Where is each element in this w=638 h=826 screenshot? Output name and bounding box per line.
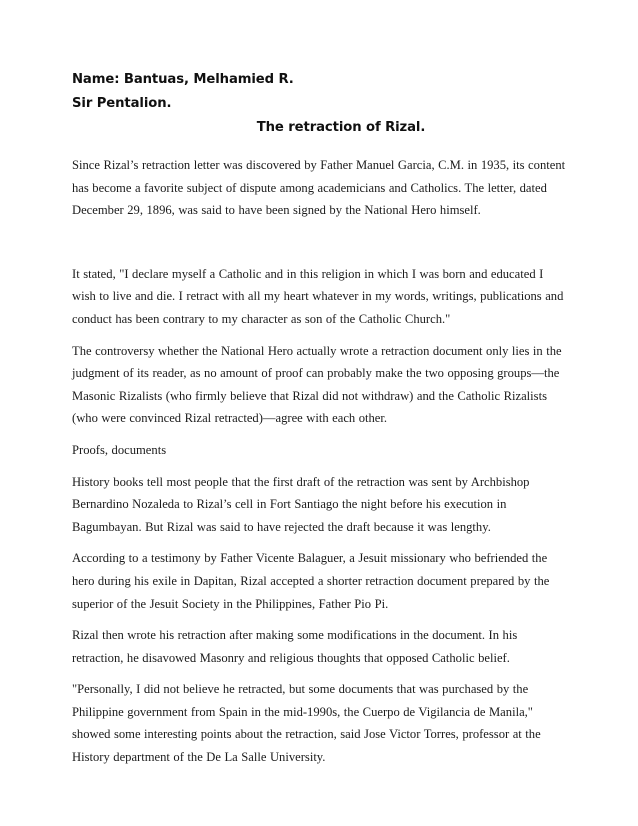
paragraph-controversy: The controversy whether the National Hero actually wrote a retraction document only lies in the judgment of its reader, as no amount of proof can probably make the two opposing groups—the Masonic Rizalists (who firmly believe that Rizal did not withdraw) and the Catholic Rizalists (who were convinced Rizal retracted)—agree with each other.: [72, 343, 562, 426]
student-name-line: Name: Bantuas, Melhamied R.: [72, 72, 294, 87]
document-content: [72, 68, 566, 778]
paragraph-balaguer-testimony: According to a testimony by Father Vicente Balaguer, a Jesuit missionary who befriended the hero during his exile in Dapitan, Rizal accepted a shorter retraction document prepared by the superior of the Jesuit Society in the Philippines, Father Pio Pi.: [72, 551, 550, 611]
document-header: [72, 68, 566, 140]
paragraph-torres-quote: "Personally, I did not believe he retracted, but some documents that was purchased by the Philippine government from Spain in the mid-1990s, the Cuerpo de Vigilancia de Manila," showed some interesting points about the retraction, said Jose Victor Torres, professor at the History department of the De La Salle University.: [72, 682, 541, 765]
paragraph-modifications: Rizal then wrote his retraction after making some modifications in the document. In his retraction, he disavowed Masonry and religious thoughts that opposed Catholic belief.: [72, 628, 518, 665]
paragraph-quotation: It stated, "I declare myself a Catholic and in this religion in which I was born and educated I wish to live and die. I retract with all my heart whatever in my words, writings, publications and conduct has been contrary to my character as son of the Catholic Church.": [72, 266, 564, 326]
paragraph-intro: Since Rizal’s retraction letter was discovered by Father Manuel Garcia, C.M. in 1935, its content has become a favorite subject of dispute among academicians and Catholics. The letter, dated December 29, 1896, was said to have been signed by the National Hero himself.: [72, 158, 566, 218]
instructor-name-line: Sir Pentalion.: [72, 96, 172, 111]
document-body: [72, 154, 566, 769]
page-title: The retraction of Rizal.: [256, 120, 426, 135]
paragraph-history-books: History books tell most people that the first draft of the retraction was sent by Archbishop Bernardino Nozaleda to Rizal’s cell in Fort Santiago the night before his execution in Bagumbayan. But Rizal was said to have rejected the draft because it was lengthy.: [72, 474, 530, 534]
paragraph-subheading-proofs: Proofs, documents: [72, 442, 167, 457]
